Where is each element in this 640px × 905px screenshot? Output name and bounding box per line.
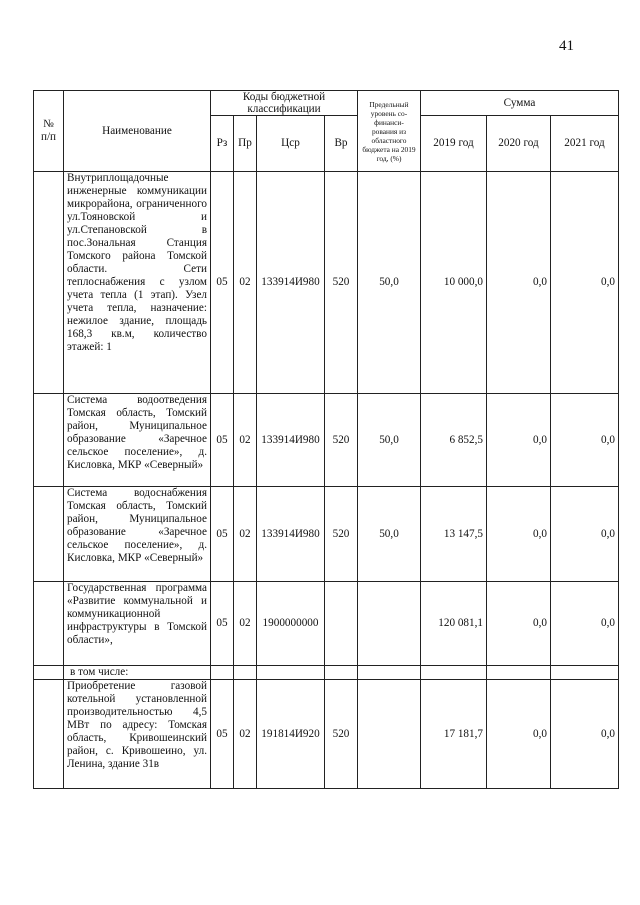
row-pr	[234, 666, 257, 680]
row-num	[34, 394, 64, 487]
row-rz: 05	[211, 487, 234, 582]
table-row	[34, 172, 619, 394]
table-row	[34, 487, 619, 582]
row-pr: 02	[234, 680, 257, 789]
row-csr: 133914И980	[257, 394, 325, 487]
header-name: Наименование	[64, 91, 211, 172]
row-limit: 50,0	[358, 172, 421, 394]
row-sum-2021: 0,0	[551, 487, 619, 582]
row-rz: 05	[211, 394, 234, 487]
row-sum-2021: 0,0	[551, 680, 619, 789]
header-year-2020: 2020 год	[487, 116, 551, 172]
page-number: 41	[559, 38, 574, 54]
row-sum-2019: 13 147,5	[421, 487, 487, 582]
row-sum-2019: 17 181,7	[421, 680, 487, 789]
header-rz: Рз	[211, 116, 234, 172]
row-sum-2021: 0,0	[551, 394, 619, 487]
row-pr: 02	[234, 487, 257, 582]
row-sum-2019: 120 081,1	[421, 582, 487, 666]
row-vr: 520	[325, 172, 358, 394]
row-sum-2021	[551, 666, 619, 680]
row-num	[34, 487, 64, 582]
row-csr: 1900000000	[257, 582, 325, 666]
row-name: Приобретение газовой котельной установленной производительностью 4,5 МВт по адресу: Томская область, Кривошеинский район, с. Кривошеино, ул. Ленина, здание 31в	[64, 680, 211, 789]
row-num	[34, 680, 64, 789]
row-csr: 191814И920	[257, 680, 325, 789]
row-limit	[358, 666, 421, 680]
row-limit: 50,0	[358, 487, 421, 582]
row-name: Система водоотведения Томская область, Томский район, Муниципальное образование «Заречное сельское поселение», д. Кисловка, МКР «Северный»	[64, 394, 211, 487]
header-num: № п/п	[34, 91, 64, 172]
row-csr: 133914И980	[257, 172, 325, 394]
row-name: в том числе:	[64, 666, 211, 680]
row-csr: 133914И980	[257, 487, 325, 582]
row-vr: 520	[325, 680, 358, 789]
row-sum-2020: 0,0	[487, 582, 551, 666]
row-sum-2019: 10 000,0	[421, 172, 487, 394]
row-sum-2021: 0,0	[551, 582, 619, 666]
header-pr: Пр	[234, 116, 257, 172]
row-pr: 02	[234, 172, 257, 394]
row-num	[34, 172, 64, 394]
row-vr	[325, 666, 358, 680]
row-rz: 05	[211, 680, 234, 789]
table-row-program	[34, 582, 619, 666]
row-sum-2021: 0,0	[551, 172, 619, 394]
row-limit: 50,0	[358, 394, 421, 487]
header-codes-group: Коды бюджетной классификации	[211, 91, 358, 116]
row-limit	[358, 582, 421, 666]
header-year-2019: 2019 год	[421, 116, 487, 172]
row-sum-2020: 0,0	[487, 680, 551, 789]
row-pr: 02	[234, 582, 257, 666]
row-vr: 520	[325, 487, 358, 582]
row-rz	[211, 666, 234, 680]
header-row-top	[34, 91, 619, 116]
row-vr: 520	[325, 394, 358, 487]
header-limit: Предельный уровень со-финанси-рования из областного бюджета на 2019 год, (%)	[358, 91, 421, 172]
row-name: Государственная программа «Развитие коммунальной и коммуникационной инфраструктуры в Томской области»,	[64, 582, 211, 666]
row-num	[34, 666, 64, 680]
row-limit	[358, 680, 421, 789]
row-name: Внутриплощадочные инженерные коммуникации микрорайона, ограниченного ул.Тояновской и ул.Степановской в пос.Зональная Станция Томского района Томской области. Сети теплоснабжения с узлом учета тепла (1 этап). Узел учета тепла, назначение: нежилое здание, площадь 168,3 кв.м, количество этажей: 1	[64, 172, 211, 394]
row-vr	[325, 582, 358, 666]
row-sum-2020: 0,0	[487, 487, 551, 582]
row-sum-2019	[421, 666, 487, 680]
row-sum-2020	[487, 666, 551, 680]
row-sum-2020: 0,0	[487, 394, 551, 487]
row-name: Система водоснабжения Томская область, Томский район, Муниципальное образование «Заречное сельское поселение», д. Кисловка, МКР «Северный»	[64, 487, 211, 582]
row-rz: 05	[211, 172, 234, 394]
header-vr: Вр	[325, 116, 358, 172]
row-sum-2019: 6 852,5	[421, 394, 487, 487]
row-pr: 02	[234, 394, 257, 487]
header-sum-group: Сумма	[421, 91, 619, 116]
row-csr	[257, 666, 325, 680]
table-row	[34, 394, 619, 487]
header-csr: Цср	[257, 116, 325, 172]
row-rz: 05	[211, 582, 234, 666]
table-row-subtitle	[34, 666, 619, 680]
header-year-2021: 2021 год	[551, 116, 619, 172]
row-num	[34, 582, 64, 666]
table-row	[34, 680, 619, 789]
budget-table	[33, 90, 619, 789]
row-sum-2020: 0,0	[487, 172, 551, 394]
